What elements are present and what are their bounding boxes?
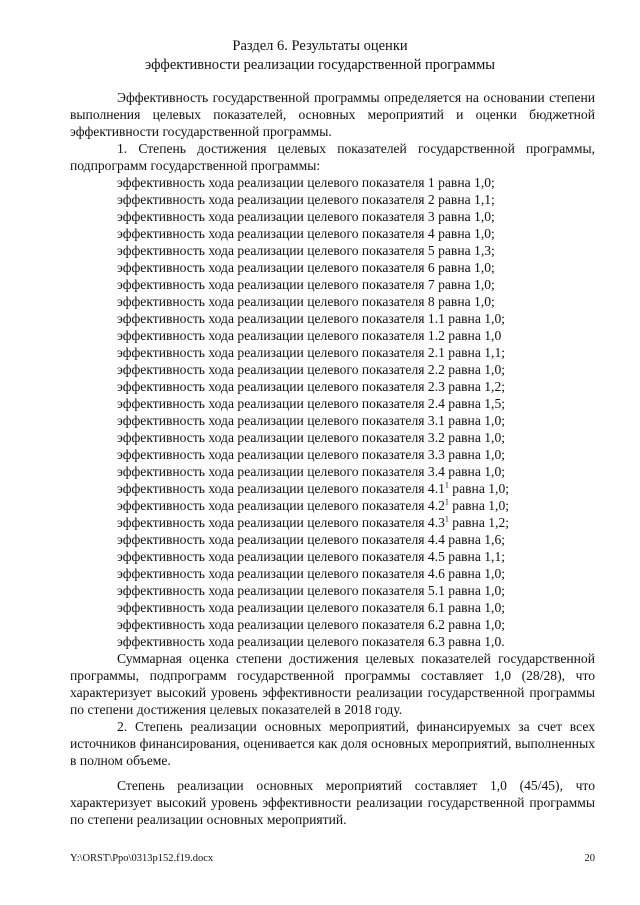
- indicator-prefix: эффективность хода реализации целевого показателя: [117, 447, 425, 462]
- heading-line-2: эффективности реализации государственной программы: [144, 57, 496, 73]
- indicator-prefix: эффективность хода реализации целевого показателя: [117, 294, 425, 309]
- indicator-number: 2: [427, 192, 435, 207]
- indicator-item: [70, 463, 595, 480]
- indicator-prefix: эффективность хода реализации целевого показателя: [117, 532, 425, 547]
- footnote-marker: 1: [444, 480, 449, 490]
- indicator-value: равна 1,3;: [438, 243, 495, 258]
- indicator-value: равна 1,0;: [448, 583, 506, 598]
- indicator-number: 5.1: [427, 583, 445, 598]
- page-number: 20: [584, 853, 595, 864]
- indicator-value: равна 1,1;: [448, 549, 506, 564]
- indicator-prefix: эффективность хода реализации целевого показателя: [117, 243, 425, 258]
- indicator-item: [70, 344, 595, 361]
- indicator-item: [70, 378, 595, 395]
- indicator-value: равна 1,0;: [448, 362, 506, 377]
- indicator-number: 4: [427, 226, 435, 241]
- indicator-value: равна 1,2;: [452, 515, 510, 530]
- summary-paragraph: Суммарная оценка степени достижения целевых показателей государственной программы, подпрограмм государственной программы составляет 1,0 (28/28), что характеризует высокий уровень эффективности реализации государственной программы по степени достижения целевых показателей в 2018 году.: [70, 651, 595, 717]
- indicator-number: 3: [427, 209, 435, 224]
- indicator-number: 4.5: [427, 549, 445, 564]
- indicator-number: 4.2: [427, 498, 445, 513]
- indicator-value: равна 1,1;: [438, 192, 495, 207]
- indicator-number: 1.1: [427, 311, 445, 326]
- section-2-paragraph: 2. Степень реализации основных мероприятий, финансируемых за счет всех источников финансирования, оценивается как доля основных мероприятий, выполненных в полном объеме.: [70, 719, 595, 768]
- page-footer: [70, 853, 595, 864]
- indicator-item: [70, 327, 595, 344]
- indicator-prefix: эффективность хода реализации целевого показателя: [117, 464, 425, 479]
- indicator-value: равна 1,2;: [448, 379, 506, 394]
- indicator-prefix: эффективность хода реализации целевого показателя: [117, 549, 425, 564]
- indicator-item: [70, 412, 595, 429]
- indicator-item: [70, 259, 595, 276]
- indicator-value: равна 1,0;: [448, 447, 506, 462]
- indicator-value: равна 1,0;: [448, 617, 506, 632]
- indicator-item: [70, 310, 595, 327]
- indicator-value: равна 1,0;: [448, 464, 506, 479]
- indicator-value: равна 1,0: [448, 328, 502, 343]
- indicator-item: [70, 548, 595, 565]
- indicator-value: равна 1,0;: [438, 209, 495, 224]
- indicator-item: [70, 480, 595, 497]
- indicator-prefix: эффективность хода реализации целевого показателя: [117, 379, 425, 394]
- indicator-value: равна 1,0;: [438, 277, 495, 292]
- indicator-value: равна 1,0;: [448, 566, 506, 581]
- indicator-number: 3.4: [427, 464, 445, 479]
- indicator-value: равна 1,0;: [448, 413, 506, 428]
- indicator-prefix: эффективность хода реализации целевого показателя: [117, 583, 425, 598]
- indicator-value: равна 1,0.: [448, 634, 505, 649]
- conclusion-paragraph: Степень реализации основных мероприятий составляет 1,0 (45/45), что характеризует высокий уровень эффективности реализации государственной программы по степени реализации основных мероприятий.: [70, 778, 595, 827]
- indicator-number: 2.3: [427, 379, 445, 394]
- indicator-prefix: эффективность хода реализации целевого показателя: [117, 209, 425, 224]
- footnote-marker: 1: [444, 514, 449, 524]
- indicator-number: 4.1: [427, 481, 445, 496]
- indicator-value: равна 1,0;: [438, 226, 495, 241]
- indicator-prefix: эффективность хода реализации целевого показателя: [117, 430, 425, 445]
- indicator-value: равна 1,0;: [452, 498, 510, 513]
- indicator-prefix: эффективность хода реализации целевого показателя: [117, 260, 425, 275]
- indicator-prefix: эффективность хода реализации целевого показателя: [117, 192, 425, 207]
- indicator-number: 5: [427, 243, 435, 258]
- indicator-item: [70, 361, 595, 378]
- indicator-prefix: эффективность хода реализации целевого показателя: [117, 175, 425, 190]
- indicator-prefix: эффективность хода реализации целевого показателя: [117, 600, 425, 615]
- indicator-value: равна 1,0;: [448, 600, 506, 615]
- indicator-number: 3.2: [427, 430, 445, 445]
- indicator-item: [70, 208, 595, 225]
- indicator-prefix: эффективность хода реализации целевого показателя: [117, 566, 425, 581]
- indicator-item: [70, 242, 595, 259]
- section-heading: [0, 37, 640, 75]
- indicator-value: равна 1,0;: [448, 430, 506, 445]
- indicator-value: равна 1,0;: [438, 260, 495, 275]
- indicator-value: равна 1,0;: [452, 481, 510, 496]
- section-1-paragraph: 1. Степень достижения целевых показателей государственной программы, подпрограмм государственной программы:: [70, 141, 595, 173]
- indicator-number: 4.6: [427, 566, 445, 581]
- indicator-item: [70, 616, 595, 633]
- indicator-prefix: эффективность хода реализации целевого показателя: [117, 396, 425, 411]
- indicator-number: 6.2: [427, 617, 445, 632]
- heading-line-1: Раздел 6. Результаты оценки: [232, 38, 408, 54]
- indicator-prefix: эффективность хода реализации целевого показателя: [117, 634, 425, 649]
- indicator-item: [70, 225, 595, 242]
- indicator-prefix: эффективность хода реализации целевого показателя: [117, 481, 425, 496]
- indicator-value: равна 1,0;: [448, 311, 506, 326]
- indicator-number: 4.4: [427, 532, 445, 547]
- indicator-number: 4.3: [427, 515, 445, 530]
- indicator-value: равна 1,0;: [438, 294, 495, 309]
- indicator-prefix: эффективность хода реализации целевого показателя: [117, 345, 425, 360]
- indicator-number: 2.4: [427, 396, 445, 411]
- indicator-item: [70, 497, 595, 514]
- indicator-number: 6: [427, 260, 435, 275]
- indicator-number: 1.2: [427, 328, 445, 343]
- document-body: [70, 89, 595, 828]
- indicator-number: 2.2: [427, 362, 445, 377]
- indicator-list: [70, 174, 595, 650]
- indicator-prefix: эффективность хода реализации целевого показателя: [117, 311, 425, 326]
- indicator-item: [70, 633, 595, 650]
- indicator-number: 1: [427, 175, 435, 190]
- indicator-prefix: эффективность хода реализации целевого показателя: [117, 515, 425, 530]
- indicator-item: [70, 446, 595, 463]
- indicator-prefix: эффективность хода реализации целевого показателя: [117, 328, 425, 343]
- indicator-prefix: эффективность хода реализации целевого показателя: [117, 617, 425, 632]
- indicator-prefix: эффективность хода реализации целевого показателя: [117, 413, 425, 428]
- indicator-number: 6.1: [427, 600, 445, 615]
- indicator-item: [70, 395, 595, 412]
- indicator-value: равна 1,6;: [448, 532, 506, 547]
- indicator-prefix: эффективность хода реализации целевого показателя: [117, 277, 425, 292]
- indicator-item: [70, 582, 595, 599]
- indicator-item: [70, 174, 595, 191]
- indicator-number: 6.3: [427, 634, 445, 649]
- indicator-number: 7: [427, 277, 435, 292]
- indicator-number: 8: [427, 294, 435, 309]
- paragraph-gap: [70, 769, 595, 777]
- footer-file-path: Y:\ORST\Ppo\0313p152.f19.docx: [70, 853, 214, 864]
- indicator-number: 3.1: [427, 413, 445, 428]
- indicator-number: 2.1: [427, 345, 445, 360]
- indicator-item: [70, 565, 595, 582]
- indicator-number: 3.3: [427, 447, 445, 462]
- indicator-prefix: эффективность хода реализации целевого показателя: [117, 226, 425, 241]
- indicator-value: равна 1,0;: [438, 175, 495, 190]
- indicator-item: [70, 429, 595, 446]
- indicator-value: равна 1,1;: [448, 345, 506, 360]
- indicator-item: [70, 191, 595, 208]
- indicator-value: равна 1,5;: [448, 396, 506, 411]
- footnote-marker: 1: [444, 497, 449, 507]
- intro-paragraph: Эффективность государственной программы определяется на основании степени выполнения целевых показателей, основных мероприятий и оценки бюджетной эффективности государственной программы.: [70, 90, 595, 139]
- indicator-item: [70, 514, 595, 531]
- indicator-item: [70, 276, 595, 293]
- indicator-item: [70, 599, 595, 616]
- indicator-item: [70, 293, 595, 310]
- indicator-prefix: эффективность хода реализации целевого показателя: [117, 362, 425, 377]
- indicator-item: [70, 531, 595, 548]
- indicator-prefix: эффективность хода реализации целевого показателя: [117, 498, 425, 513]
